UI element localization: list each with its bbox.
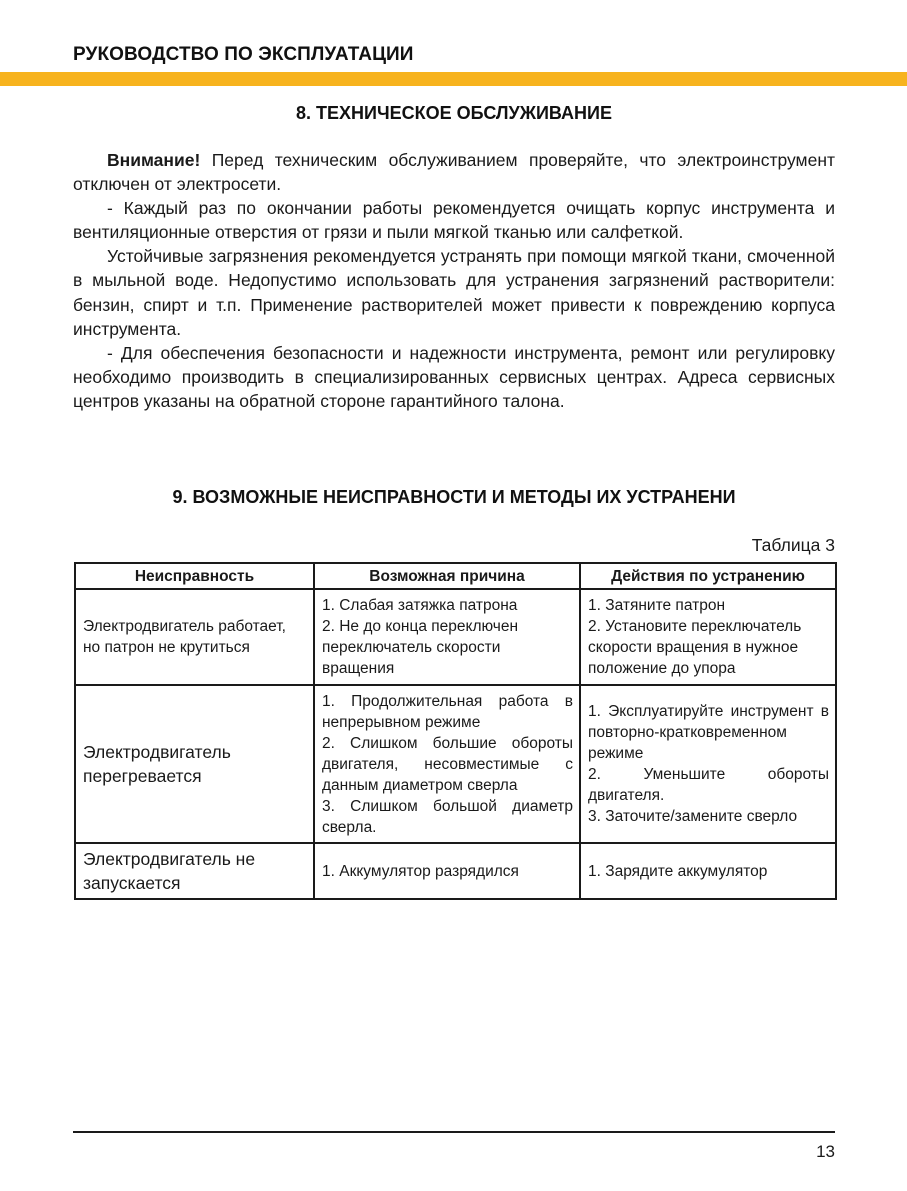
fault-cell: Электродвигатель не запускается: [75, 843, 314, 899]
cause-item: 1. Аккумулятор разрядился: [322, 862, 519, 880]
cause-item: 1. Слабая затяжка патрона: [322, 597, 518, 614]
running-header: РУКОВОДСТВО ПО ЭКСПЛУАТАЦИИ: [73, 44, 414, 65]
action-item: 1. Затяните патрон: [588, 597, 726, 614]
cause-item: 3. Слишком большой диаметр сверла.: [322, 797, 573, 836]
column-header-fault: Неисправность: [75, 563, 314, 589]
column-header-cause: Возможная причина: [314, 563, 580, 589]
action-item: 3. Заточите/замените сверло: [588, 808, 798, 825]
page-number: 13: [816, 1142, 835, 1161]
cause-cell: [314, 685, 580, 843]
fault-cell: Электродвигатель перегревается: [75, 685, 314, 843]
cause-cell: [314, 589, 580, 685]
action-cell: [580, 843, 836, 899]
paragraph-service: - Для обеспечения безопасности и надежности инструмента, ремонт или регулировку необходимо производить в специализированных сервисных центрах. Адреса сервисных центров указаны на обратной стороне гарантийного талона.: [73, 342, 835, 411]
paragraph-cleaning: - Каждый раз по окончании работы рекомендуется очищать корпус инструмента и вентиляционные отверстия от грязи и пыли мягкой тканью или салфеткой.: [73, 198, 835, 243]
table-row: [75, 589, 836, 685]
table-header-row: [75, 563, 836, 589]
action-item: 2. Уменьшите обороты двигателя.: [588, 766, 829, 804]
table-row: [75, 685, 836, 843]
cause-item: 2. Слишком большие обороты двигателя, несовместимые с данным диаметром сверла: [322, 734, 573, 794]
cause-item: 1. Продолжительная работа в непрерывном режиме: [322, 692, 573, 731]
header-accent-bar: [0, 72, 907, 86]
action-cell: [580, 589, 836, 685]
section-9-title: 9. ВОЗМОЖНЫЕ НЕИСПРАВНОСТИ И МЕТОДЫ ИХ УСТРАНЕНИ: [172, 487, 736, 507]
action-cell: [580, 685, 836, 843]
section-8-body: [73, 148, 835, 413]
action-item: 2. Установите переключатель скорости вращения в нужное положение до упора: [588, 618, 802, 677]
warning-paragraph: [73, 148, 835, 196]
footer-rule: [73, 1131, 835, 1133]
table-caption: Таблица 3: [751, 535, 835, 555]
table-row: [75, 843, 836, 899]
cause-cell: [314, 843, 580, 899]
column-header-action: Действия по устранению: [580, 563, 836, 589]
troubleshooting-table: [74, 562, 837, 900]
action-item: 1. Зарядите аккумулятор: [588, 862, 768, 880]
warning-label: Внимание!: [107, 150, 201, 170]
paragraph-stains: Устойчивые загрязнения рекомендуется устранять при помощи мягкой ткани, смоченной в мыльной воде. Недопустимо использовать для устранения загрязнений растворители: бензин, спирт и т.п. Применение растворителей может привести к повреждению корпуса инструмента.: [73, 246, 835, 339]
section-8-title: 8. ТЕХНИЧЕСКОЕ ОБСЛУЖИВАНИЕ: [296, 103, 612, 123]
action-item: 1. Эксплуатируйте инструмент в повторно-кратковременном режиме: [588, 703, 829, 762]
fault-cell: Электродвигатель работает, но патрон не крутиться: [75, 589, 314, 685]
cause-item: 2. Не до конца переключен переключатель скорости вращения: [322, 618, 519, 677]
warning-text: Перед техническим обслуживанием проверяйте, что электроинструмент отключен от электросети.: [73, 150, 835, 195]
